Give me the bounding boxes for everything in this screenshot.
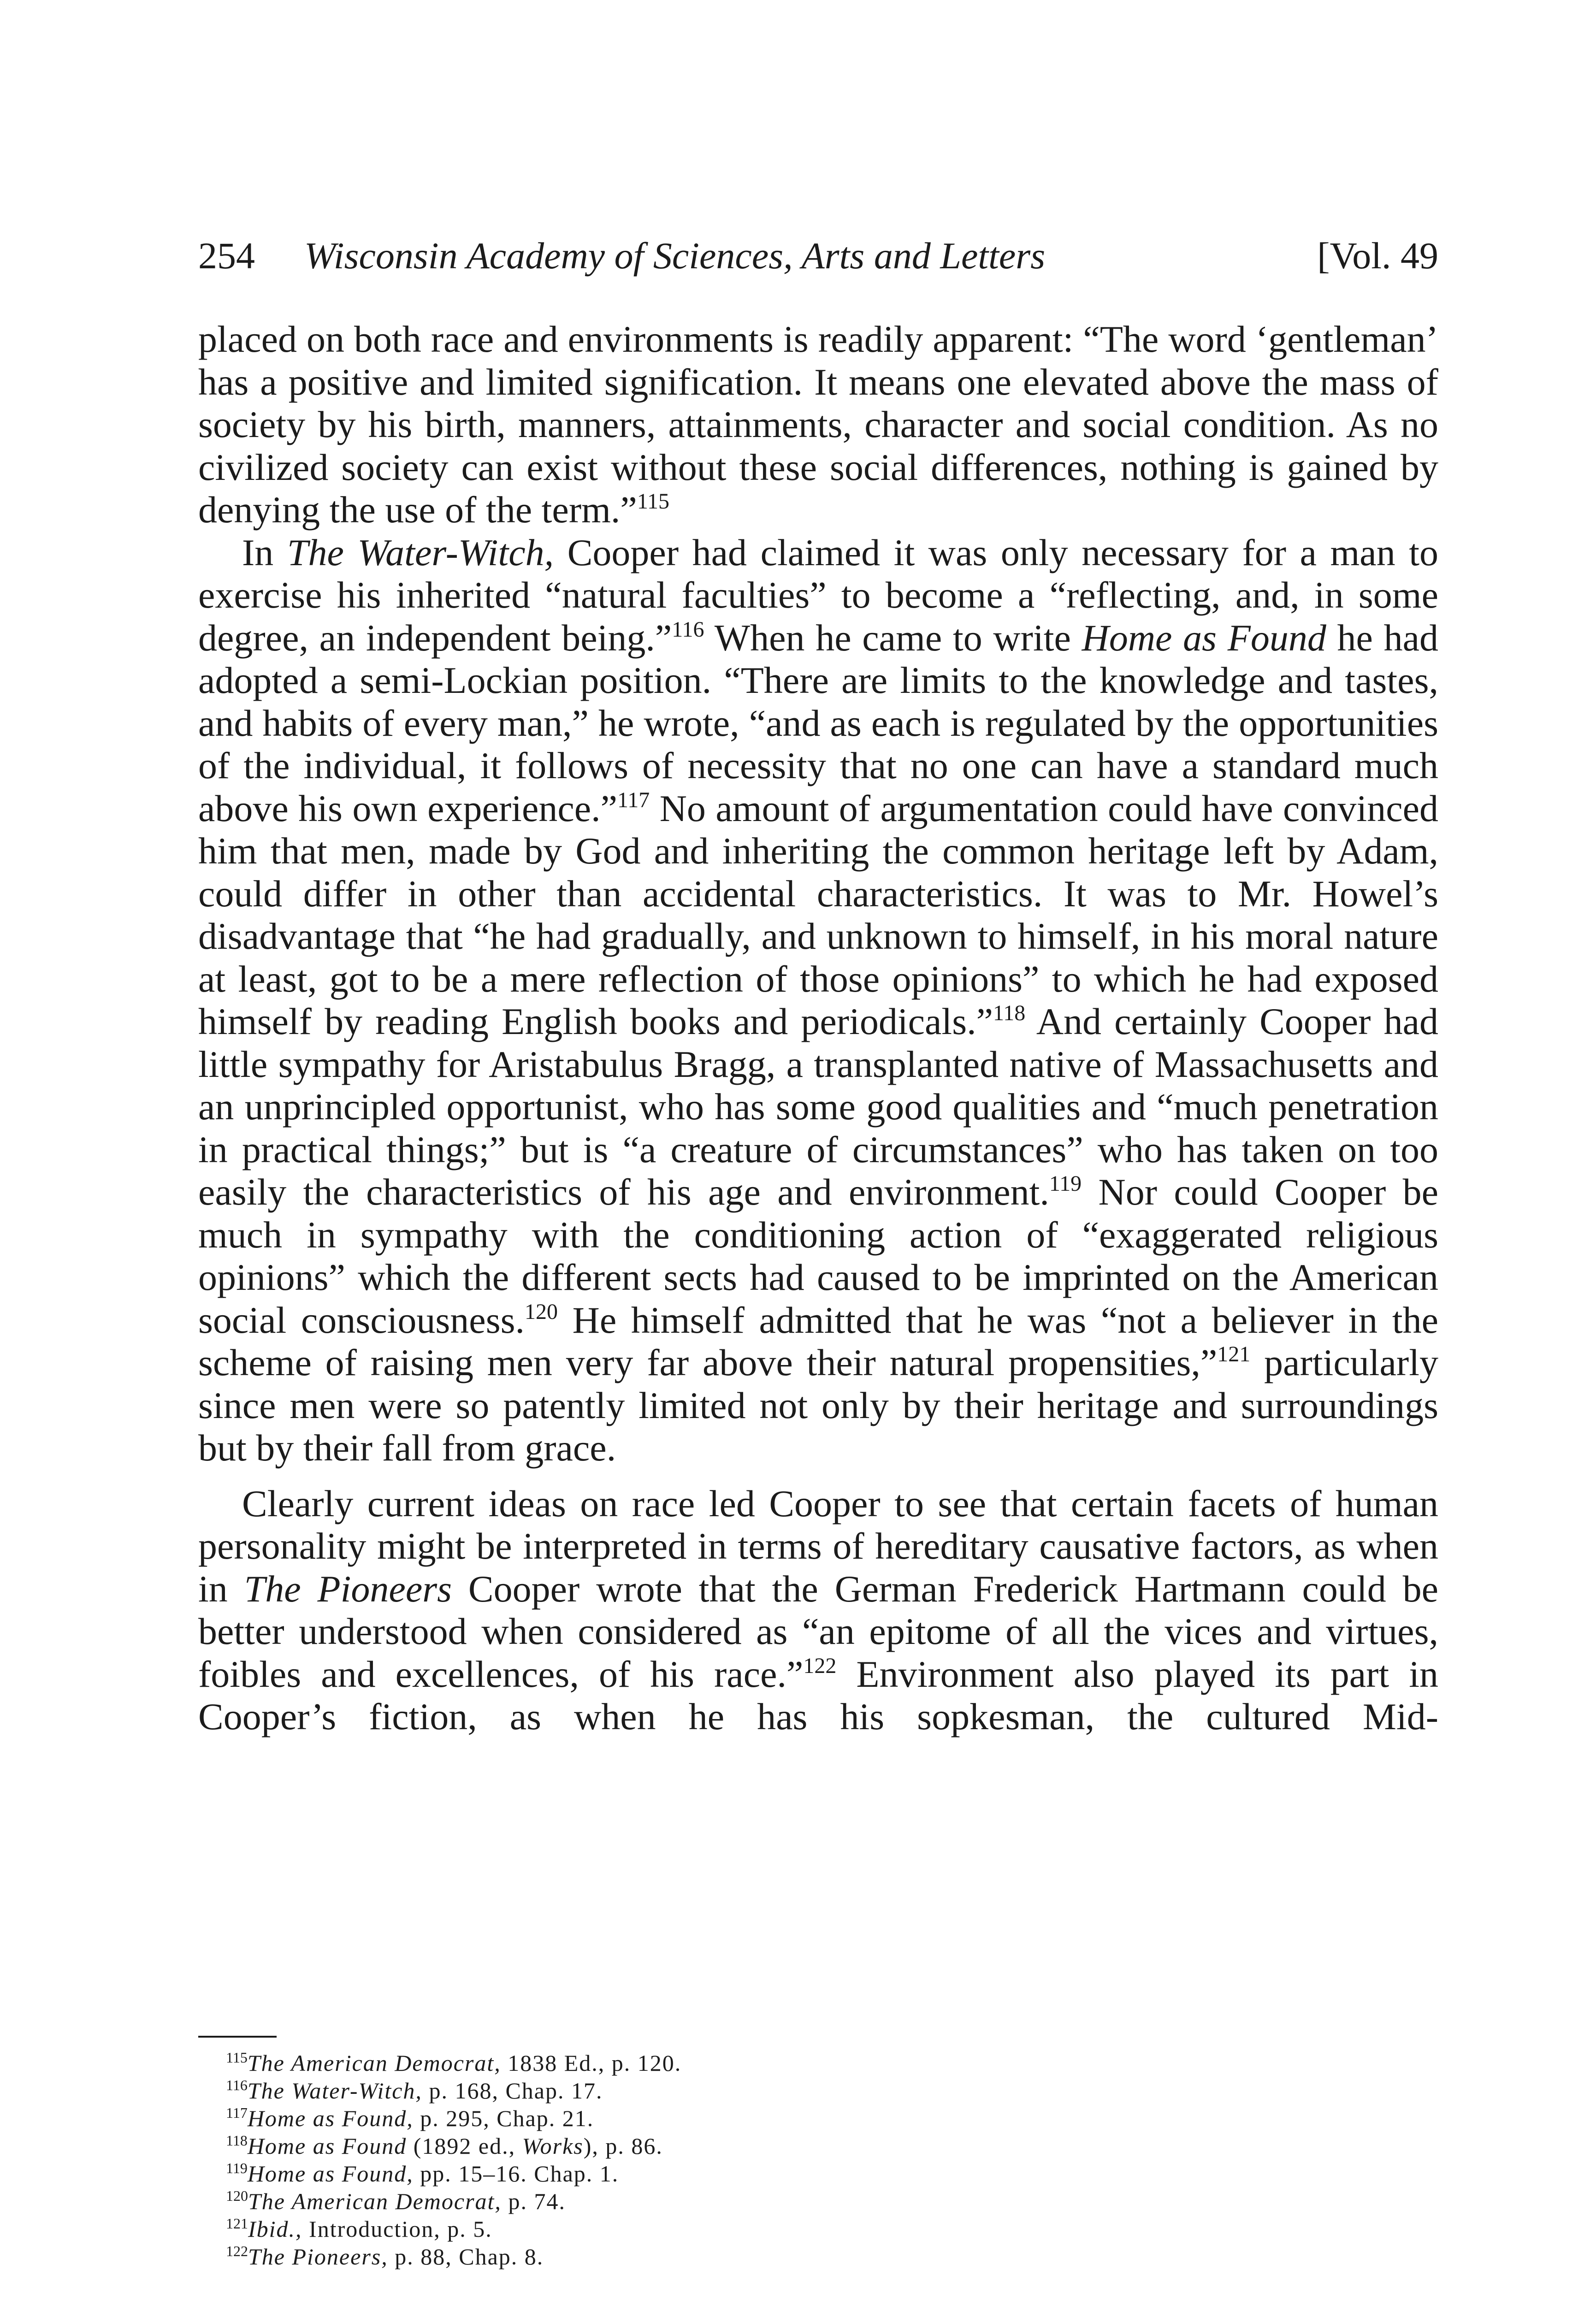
work-title: The Pioneers [244,1567,452,1610]
footnote-ref-115: 115 [637,489,670,514]
footnote-ref-121: 121 [1217,1342,1251,1366]
work-title: Home as Found [1082,616,1326,659]
running-header [198,230,1438,281]
footnote-ref-122: 122 [803,1653,837,1678]
footnote: $^{117}$Home as Found, p. 295, Chap. 21. [226,2104,594,2131]
footnote: $^{118}$Home as Found (1892 ed., Works), p. 86. [226,2132,663,2159]
footnote: $^{120}$The American Democrat, p. 74. [226,2187,566,2214]
paragraph-1 [198,318,1438,532]
footnote: $^{121}$Ibid., Introduction, p. 5. [226,2215,492,2242]
footnote: $^{119}$Home as Found, pp. 15–16. Chap. 1. [226,2160,619,2187]
footnote: $^{116}$The Water-Witch, p. 168, Chap. 17. [226,2077,603,2104]
footnote-divider [198,2036,277,2038]
footnote-ref-116: 116 [672,617,704,642]
paragraph-3: Clearly current ideas on race led Cooper to see that certain facets of human personality might be interpreted in terms of hereditary causative factors, as when in The Pioneers Cooper wrote that the German Frederick Hartmann could be better understood when considered as “an epitome of all the vices and virtues, foibles and excellences, of his race.”$^{122}$ Environment also played its part in Cooper’s fiction, as when he has his sopkesman, the cultured Mid- [198,1482,1438,1738]
footnotes [226,2049,1332,2270]
volume-label: [Vol. 49 [1317,235,1438,277]
journal-title: Wisconsin Academy of Sciences, Arts and Letters [304,235,1046,277]
footnote: $^{122}$The Pioneers, p. 88, Chap. 8. [226,2243,544,2270]
page-number: 254 [198,235,255,277]
paragraph-text: placed on both race and environments is readily apparent: “The word ‘gentleman’ has a positive and limited signification. It means one elevated above the mass of society by his birth, manners, attainments, character and social condition. As no civilized society can exist without these social differences, nothing is gained by denying the use of the term.” [198,318,1438,531]
footnote-ref-120: 120 [525,1299,558,1324]
footnote-ref-117: 117 [617,787,650,812]
footnote: $^{115}$The American Democrat, 1838 Ed., p. 120. [226,2049,682,2076]
footnote-ref-119: 119 [1049,1171,1082,1196]
paragraph-2: In The Water-Witch, Cooper had claimed it was only necessary for a man to exercise his inherited “natural faculties” to become a “reflecting, and, in some degree, an independent being.”$^{116}$ When he came to write Home as Found he had adopted a semi-Lockian position. “There are limits to the knowledge and tastes, and habits of every man,” he wrote, “and as each is regulated by the opportunities of the individual, it follows of necessity that no one can have a standard much above his own experience.”$^{117}$ No amount of argumentation could have convinced him that men, made by God and inheriting the common heritage left by Adam, could differ in other than accidental characteristics. It was to Mr. Howel’s disadvantage that “he had gradually, and unknown to himself, in his moral nature at least, got to be a mere reflection of those opinions” to which he had exposed himself by reading English books and periodicals.”$^{118}$ And certainly Cooper had little sympathy for Aristabulus Bragg, a transplanted native of Massachusetts and an unprincipled opportunist, who has some good qualities and “much penetration in practical things;” but is “a creature of circumstances” who has taken on too easily the characteristics of his age and environment.$^{119}$ Nor could Cooper be much in sympathy with the conditioning action of “exaggerated religious opinions” which the different sects had caused to be imprinted on the American social consciousness.$^{120}$ He himself admitted that he was “not a believer in the scheme of raising men very far above their natural propensities,”$^{121}$ particularly since men were so patently limited not only by their heritage and surroundings but by their fall from grace. [198,531,1439,1469]
work-title: The Water-Witch, [287,531,554,573]
body-text [198,318,1438,1738]
footnote-ref-118: 118 [993,1001,1026,1025]
